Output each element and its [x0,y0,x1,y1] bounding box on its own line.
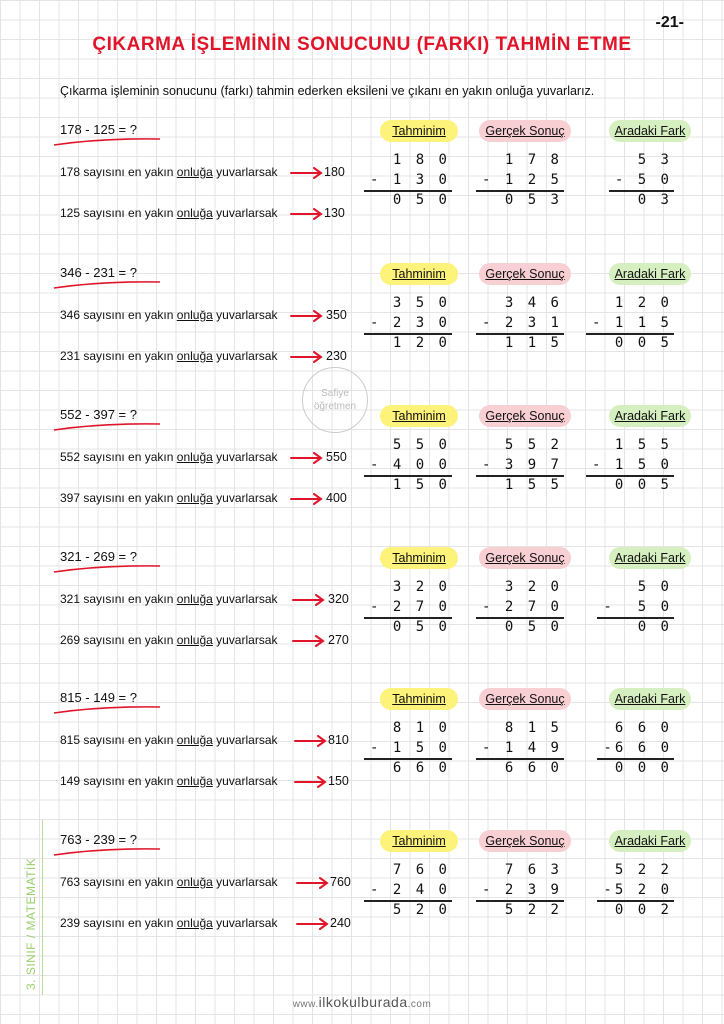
estimate-top: 7 6 0 [392,862,450,878]
arrow-icon [296,877,330,889]
sentence-part-2: yuvarlarsak [212,491,278,505]
question-text: 552 - 397 = ? [60,407,137,422]
estimate-minus: - 2 4 0 [369,882,450,898]
sentence-underlined: onluğa [176,733,213,747]
estimate-result-bar [364,475,452,477]
estimate-top: 8 1 0 [392,720,450,736]
rounded-value: 150 [328,774,349,788]
rounded-value: 400 [326,491,347,505]
actual-calculation [482,150,562,210]
estimate-result-bar [364,758,452,760]
difference-calculation [603,860,672,920]
actual-result-bar [476,190,564,192]
arrow-icon [292,635,326,647]
arrow-icon [294,735,328,747]
rounded-value: 240 [330,916,351,930]
difference-minus: - 5 0 [603,599,672,615]
difference-top: 6 6 0 [614,720,672,736]
header-actual: Gerçek Sonuç [479,263,571,285]
estimate-result: 0 5 0 [392,619,450,635]
estimate-calculation [370,150,450,210]
exercise-section [0,265,724,405]
difference-minus: -5 2 0 [603,882,672,898]
exercise-section [0,407,724,547]
actual-calculation [482,435,562,495]
sentence-part-2: yuvarlarsak [212,633,278,647]
sentence-part-1: sayısını en yakın [83,165,177,179]
header-difference: Aradaki Fark [609,547,691,569]
sentence-underlined: onluğa [176,633,213,647]
rounded-value: 760 [330,875,351,889]
rounding-sentence [60,916,277,930]
original-number: 552 [60,450,81,464]
original-number: 239 [60,916,84,930]
difference-calculation [592,435,672,495]
difference-minus: -6 6 0 [603,740,672,756]
rounded-value: 350 [326,308,347,322]
actual-top: 3 2 0 [504,579,562,595]
rounding-sentence [60,349,277,363]
difference-result: 0 3 [637,192,672,208]
actual-result-bar [476,900,564,902]
actual-minus: - 1 4 9 [481,740,562,756]
header-estimate: Tahminim [380,830,458,852]
estimate-result-bar [364,617,452,619]
estimate-minus: - 1 3 0 [369,172,450,188]
difference-top: 5 3 [637,152,672,168]
sentence-underlined: onluğa [176,206,213,220]
arrow-icon [296,918,330,930]
sentence-part-2: yuvarlarsak [212,349,278,363]
actual-minus: - 2 3 9 [481,882,562,898]
question-underline [52,563,164,575]
actual-result-bar [476,475,564,477]
arrow-icon [290,167,324,179]
estimate-top: 5 5 0 [392,437,450,453]
rounded-value: 320 [328,592,349,606]
sentence-part-1: sayısını en yakın [83,308,177,322]
estimate-result: 1 2 0 [392,335,450,351]
rounded-value: 810 [328,733,349,747]
question-text: 178 - 125 = ? [60,122,137,137]
estimate-result: 1 5 0 [392,477,450,493]
stamp-line-1: Safiye [321,388,349,399]
rounded-value: 130 [324,206,345,220]
arrow-icon [290,310,324,322]
difference-calculation [603,718,672,778]
difference-result-bar [609,190,674,192]
rounding-sentence [60,450,278,464]
header-actual: Gerçek Sonuç [479,688,571,710]
actual-minus: - 2 7 0 [481,599,562,615]
sentence-part-1: sayısını en yakın [83,916,177,930]
sentence-part-1: sayısını en yakın [83,206,177,220]
header-difference: Aradaki Fark [609,120,691,142]
sentence-underlined: onluğa [176,774,213,788]
footer [0,994,724,1010]
difference-result: 0 0 [637,619,672,635]
difference-calculation [592,293,672,353]
sentence-underlined: onluğa [176,592,213,606]
actual-top: 5 5 2 [504,437,562,453]
sentence-underlined: onluğa [176,308,213,322]
arrow-icon [294,776,328,788]
exercise-section [0,832,724,972]
actual-result: 1 5 5 [504,477,562,493]
header-difference: Aradaki Fark [609,688,691,710]
difference-top: 1 2 0 [614,295,672,311]
arrow-icon [290,351,324,363]
estimate-result-bar [364,190,452,192]
arrow-icon [292,594,326,606]
actual-result-bar [476,758,564,760]
estimate-result-bar [364,900,452,902]
sentence-underlined: onluğa [176,916,213,930]
difference-calculation [615,150,672,210]
difference-minus: - 1 1 5 [591,315,672,331]
header-estimate: Tahminim [380,547,458,569]
difference-minus: - 1 5 0 [591,457,672,473]
arrow-icon [290,208,324,220]
rounding-sentence [60,308,278,322]
actual-result: 6 6 0 [504,760,562,776]
header-actual: Gerçek Sonuç [479,120,571,142]
estimate-top: 3 2 0 [392,579,450,595]
question-underline [52,279,164,291]
exercise-section [0,549,724,689]
sentence-part-2: yuvarlarsak [212,774,278,788]
estimate-calculation [370,718,450,778]
actual-result: 5 2 2 [504,902,562,918]
actual-minus: - 2 3 1 [481,315,562,331]
rounding-sentence [60,165,278,179]
sentence-part-2: yuvarlarsak [212,308,278,322]
estimate-top: 3 5 0 [392,295,450,311]
header-difference: Aradaki Fark [609,830,691,852]
estimate-minus: - 2 3 0 [369,315,450,331]
difference-result: 0 0 5 [614,477,672,493]
sentence-underlined: onluğa [176,875,213,889]
actual-calculation [482,577,562,637]
rounding-sentence [60,733,278,747]
difference-result-bar [597,758,674,760]
difference-top: 1 5 5 [614,437,672,453]
side-label: 3. SINIF / MATEMATİK [24,857,38,990]
header-actual: Gerçek Sonuç [479,405,571,427]
actual-result: 0 5 3 [504,192,562,208]
sentence-part-2: yuvarlarsak [212,165,278,179]
estimate-result: 5 2 0 [392,902,450,918]
side-divider [42,820,43,995]
difference-result-bar [597,900,674,902]
original-number: 397 [60,491,81,505]
actual-calculation [482,860,562,920]
original-number: 346 [60,308,81,322]
actual-top: 3 4 6 [504,295,562,311]
header-actual: Gerçek Sonuç [479,547,571,569]
sentence-part-2: yuvarlarsak [212,875,278,889]
question-text: 346 - 231 = ? [60,265,137,280]
difference-result-bar [586,333,674,335]
estimate-result: 6 6 0 [392,760,450,776]
rounded-value: 270 [328,633,349,647]
rounding-sentence [60,491,278,505]
estimate-result: 0 5 0 [392,192,450,208]
sentence-part-1: sayısını en yakın [83,349,177,363]
sentence-part-1: sayısını en yakın [83,774,177,788]
actual-minus: - 3 9 7 [481,457,562,473]
sentence-part-1: sayısını en yakın [83,450,177,464]
difference-result: 0 0 2 [614,902,672,918]
header-difference: Aradaki Fark [609,405,691,427]
original-number: 231 [60,349,84,363]
page-title: ÇIKARMA İŞLEMİNİN SONUCUNU (FARKI) TAHMİN ETME [92,34,632,55]
original-number: 269 [60,633,84,647]
header-actual: Gerçek Sonuç [479,830,571,852]
original-number: 178 [60,165,81,179]
difference-result-bar [586,475,674,477]
difference-result: 0 0 5 [614,335,672,351]
footer-brand: ilkokulburada [318,994,408,1010]
rounding-sentence [60,592,278,606]
estimate-result-bar [364,333,452,335]
actual-calculation [482,293,562,353]
estimate-minus: - 1 5 0 [369,740,450,756]
intro-text: Çıkarma işleminin sonucunu (farkı) tahmin ederken eksileni ve çıkanı en yakın onluğa yuvarlarız. [60,84,595,98]
sentence-part-2: yuvarlarsak [212,916,278,930]
original-number: 149 [60,774,84,788]
actual-result: 0 5 0 [504,619,562,635]
actual-result-bar [476,333,564,335]
sentence-part-2: yuvarlarsak [212,592,278,606]
estimate-calculation [370,860,450,920]
rounding-sentence [60,875,278,889]
sentence-part-1: sayısını en yakın [83,491,177,505]
header-estimate: Tahminim [380,688,458,710]
header-estimate: Tahminim [380,263,458,285]
question-underline [52,421,164,433]
sentence-underlined: onluğa [176,491,213,505]
original-number: 763 [60,875,81,889]
difference-top: 5 2 2 [614,862,672,878]
sentence-part-1: sayısını en yakın [83,875,177,889]
sentence-underlined: onluğa [176,349,213,363]
difference-result-bar [597,617,674,619]
estimate-calculation [370,577,450,637]
question-text: 815 - 149 = ? [60,690,137,705]
original-number: 321 [60,592,81,606]
actual-minus: - 1 2 5 [481,172,562,188]
header-difference: Aradaki Fark [609,263,691,285]
sentence-underlined: onluğa [176,450,213,464]
question-underline [52,846,164,858]
difference-minus: - 5 0 [614,172,672,188]
estimate-calculation [370,293,450,353]
sentence-part-2: yuvarlarsak [212,206,278,220]
sentence-part-2: yuvarlarsak [212,450,278,464]
page-number: -21- [655,14,684,31]
actual-top: 7 6 3 [504,862,562,878]
rounded-value: 550 [326,450,347,464]
difference-result: 0 0 0 [614,760,672,776]
rounding-sentence [60,774,277,788]
rounded-value: 230 [326,349,347,363]
rounding-sentence [60,633,277,647]
difference-calculation [603,577,672,637]
actual-result: 1 1 5 [504,335,562,351]
actual-top: 1 7 8 [504,152,562,168]
header-estimate: Tahminim [380,405,458,427]
footer-suffix: .com [407,999,432,1010]
sentence-underlined: onluğa [176,165,213,179]
original-number: 125 [60,206,81,220]
actual-result-bar [476,617,564,619]
question-underline [52,136,164,148]
exercise-section [0,690,724,830]
header-estimate: Tahminim [380,120,458,142]
estimate-top: 1 8 0 [392,152,450,168]
actual-top: 8 1 5 [504,720,562,736]
question-text: 763 - 239 = ? [60,832,137,847]
exercise-section [0,122,724,262]
question-text: 321 - 269 = ? [60,549,137,564]
arrow-icon [290,452,324,464]
rounding-sentence [60,206,278,220]
estimate-minus: - 4 0 0 [369,457,450,473]
sentence-part-1: sayısını en yakın [83,633,177,647]
rounded-value: 180 [324,165,345,179]
estimate-calculation [370,435,450,495]
question-underline [52,704,164,716]
sentence-part-1: sayısını en yakın [83,733,177,747]
sentence-part-2: yuvarlarsak [212,733,278,747]
estimate-minus: - 2 7 0 [369,599,450,615]
difference-top: 5 0 [637,579,672,595]
arrow-icon [290,493,324,505]
original-number: 815 [60,733,81,747]
sentence-part-1: sayısını en yakın [83,592,177,606]
footer-prefix: www. [292,999,319,1010]
actual-calculation [482,718,562,778]
stamp-line-2: öğretmen [313,401,357,412]
